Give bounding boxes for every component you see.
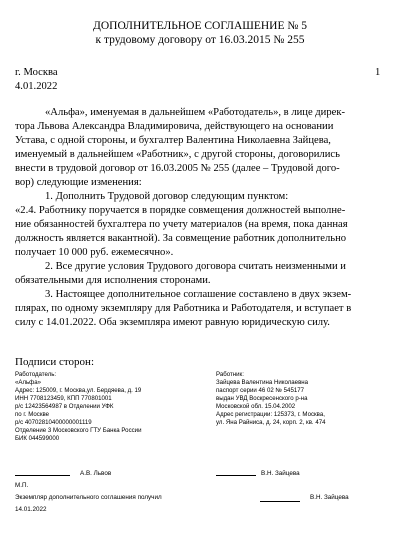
- employee-signer-name: В.Н. Зайцева: [261, 470, 300, 477]
- body-line: тора Львова Александра Владимировича, действующего на основании: [15, 121, 334, 132]
- employer-signature-line: [15, 475, 70, 476]
- employer-signer-name: А.В. Львов: [80, 470, 112, 477]
- employee-detail: паспорт серии 46 02 № 545177: [216, 387, 304, 394]
- body-line: 3. Настоящее дополнительное соглашение составлено в двух экзем-: [45, 289, 352, 300]
- body-line: Устава, с одной стороны, и бухгалтер Валентина Николаевна Зайцева,: [15, 135, 331, 146]
- stamp-place: М.П.: [15, 482, 29, 489]
- body-line: ние обязанностей бухгалтера по учету материалов (на время, пока данная: [15, 219, 348, 230]
- body-line: плярах, по одному экземпляру для Работника и Работодателя, и вступает в: [15, 303, 352, 314]
- body-line: вор) следующие изменения:: [15, 177, 142, 188]
- receipt-signer-name: В.Н. Зайцева: [310, 494, 349, 501]
- body-line: «2.4. Работнику поручается в порядке совмещения должностей выполне-: [15, 205, 346, 216]
- document-date: 4.01.2022: [15, 81, 58, 92]
- body-line: именуемый в дальнейшем «Работник», с другой стороны, договорились: [15, 149, 340, 160]
- signatures-heading: Подписи сторон:: [15, 356, 95, 368]
- page-number: 1: [375, 67, 381, 78]
- body-line: «Альфа», именуемая в дальнейшем «Работодатель», в лице дирек-: [45, 107, 346, 118]
- city: г. Москва: [15, 67, 58, 78]
- employer-detail: р/с 40702810400000001119: [15, 419, 92, 426]
- document-title: ДОПОЛНИТЕЛЬНОЕ СОГЛАШЕНИЕ № 5: [92, 20, 307, 32]
- document-subtitle: к трудовому договору от 16.03.2015 № 255: [95, 34, 305, 46]
- employer-label: Работодатель:: [15, 371, 57, 378]
- receipt-signature-line: [260, 501, 300, 502]
- body-line: получает 10 000 руб. ежемесячно».: [15, 247, 174, 258]
- body-line: 2. Все другие условия Трудового договора считать неизменными и: [45, 261, 346, 272]
- receipt-text: Экземпляр дополнительного соглашения получил: [15, 494, 162, 501]
- receipt-date: 14.01.2022: [15, 506, 47, 513]
- body-line: 1. Дополнить Трудовой договор следующим пунктом:: [45, 191, 289, 202]
- employee-detail: ул. Яна Райниса, д. 24, корп. 2, кв. 474: [216, 419, 326, 426]
- employer-detail: по г. Москве: [15, 411, 50, 418]
- body-line: должность является вакантной). За совмещение работник дополнительно: [15, 233, 347, 244]
- body-line: силу с 14.01.2022. Оба экземпляра имеют равную юридическую силу.: [15, 317, 330, 328]
- employer-detail: ИНН 7708123459, КПП 770801001: [15, 395, 112, 402]
- employee-label: Работник:: [216, 371, 244, 378]
- employer-detail: Отделение 3 Московского ГТУ Банка России: [15, 427, 142, 434]
- employee-detail: Адрес регистрации: 125373, г. Москва,: [216, 411, 325, 418]
- employer-detail: р/с 12423564987 в Отделении УФК: [15, 403, 114, 410]
- employer-detail: Адрес: 125009, г. Москва,ул. Бердяева, д. 19: [15, 387, 142, 394]
- employer-detail: БИК 044599000: [15, 435, 60, 442]
- employer-detail: «Альфа»: [15, 379, 41, 386]
- body-line: обязательными для исполнения сторонами.: [15, 275, 211, 286]
- employee-detail: выдан УВД Воскресенского р-на: [216, 395, 308, 402]
- employee-detail: Зайцева Валентина Николаевна: [216, 379, 309, 386]
- employee-detail: Московской обл. 15.04.2002: [216, 403, 296, 410]
- employee-signature-line: [216, 475, 256, 476]
- body-line: внести в трудовой договор от 16.03.2005 № 255 (далее – Трудовой дого-: [15, 163, 340, 174]
